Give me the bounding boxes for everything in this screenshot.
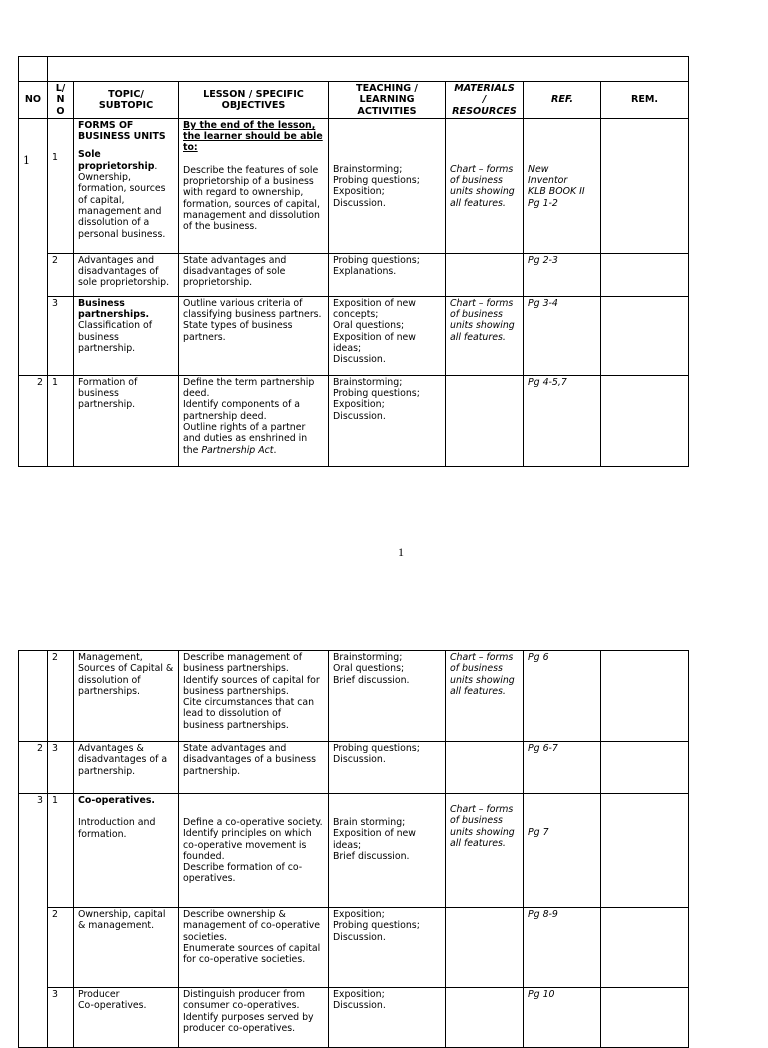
objectives-cell: [179, 988, 329, 1048]
activity-item: Probing questions;: [333, 254, 420, 266]
activity-item: Exposition;: [333, 909, 385, 920]
ref-cell: Pg 2-3: [524, 253, 601, 296]
activities-cell: [329, 253, 446, 296]
objective-text: Enumerate sources of capital for co-operative societies.: [183, 942, 321, 966]
activity-item: Exposition;: [333, 989, 385, 1000]
objective-text: State types of business partners.: [183, 320, 293, 343]
remarks-cell: [601, 651, 689, 742]
materials-cell: Chart – forms of business units showing all features.: [446, 118, 524, 253]
activity-item: Exposition;: [333, 399, 385, 411]
subtopic-text: Ownership, formation, sources of capital, management and dissolution of a personal business.: [78, 172, 166, 240]
activity-item: Discussion.: [333, 197, 386, 209]
subtopic-title: Sole proprietorship: [78, 149, 155, 172]
objective-text: Outline rights of a partner and duties as enshrined in the: [183, 422, 308, 456]
table-row: [19, 296, 689, 375]
lesson-number: 2: [48, 651, 74, 742]
objectives-cell: [179, 375, 329, 466]
header-rem: REM.: [601, 82, 689, 119]
table-row: [19, 742, 689, 794]
activities-cell: [329, 742, 446, 794]
activities-cell: [329, 794, 446, 908]
lesson-number: 2: [48, 908, 74, 988]
materials-cell: Chart – forms of business units showing all features.: [446, 794, 524, 908]
materials-cell: [446, 908, 524, 988]
objective-text: Identify purposes served by producer co-operatives.: [183, 1011, 314, 1034]
remarks-cell: [601, 253, 689, 296]
activity-item: Probing questions;: [333, 920, 420, 932]
activity-item: Explanations.: [333, 266, 397, 278]
objective-text: Identify sources of capital for business partnerships.: [183, 674, 320, 697]
table-row: [19, 908, 689, 988]
topic-cell: [74, 118, 179, 253]
materials-cell: [446, 375, 524, 466]
activity-item: Exposition;: [333, 186, 385, 198]
ref-line: Pg 1-2: [528, 197, 558, 209]
materials-cell: Chart – forms of business units showing all features.: [446, 651, 524, 742]
ref-cell: Pg 7: [524, 794, 601, 908]
objective-text: Define the term partnership deed.: [183, 376, 315, 400]
activity-item: Brainstorming;: [333, 652, 403, 663]
topic-cell: [74, 296, 179, 375]
activities-cell: [329, 296, 446, 375]
materials-cell: [446, 988, 524, 1048]
topic-heading: FORMS OF BUSINESS UNITS: [78, 119, 166, 143]
activity-item: Brief discussion.: [333, 674, 410, 686]
activity-item: Brainstorming;: [333, 376, 403, 388]
activity-item: Oral questions;: [333, 320, 405, 332]
objectives-cell: [179, 651, 329, 742]
header-activities-line: LEARNING: [359, 94, 415, 106]
table-title-row: [19, 57, 689, 82]
activities-cell: [329, 908, 446, 988]
activity-item: Discussion.: [333, 1000, 386, 1012]
remarks-cell: [601, 988, 689, 1048]
objective-suffix: .: [273, 444, 277, 456]
activity-item: Discussion.: [333, 754, 386, 766]
ref-cell: Pg 8-9: [524, 908, 601, 988]
header-objectives: [179, 82, 329, 119]
header-materials-line: RESOURCES: [452, 105, 517, 117]
scheme-of-work-table-page2: [18, 650, 689, 1048]
activity-item: Brief discussion.: [333, 850, 410, 862]
header-lno-line: N: [56, 94, 65, 106]
activity-item: Discussion.: [333, 354, 386, 366]
remarks-cell: [601, 742, 689, 794]
act-name: Partnership Act: [201, 444, 274, 456]
header-activities: [329, 82, 446, 119]
activities-cell: [329, 988, 446, 1048]
table-row: [19, 988, 689, 1048]
lesson-number: 3: [48, 296, 74, 375]
activity-item: Brainstorming;: [333, 163, 403, 175]
remarks-cell: [601, 908, 689, 988]
topic-line: Producer: [78, 989, 120, 1000]
table-row: [19, 651, 689, 742]
header-objectives-line: LESSON / SPECIFIC: [203, 88, 304, 100]
subtopic-title: Business partnerships.: [78, 297, 150, 321]
topic-cell: Formation of business partnership.: [74, 375, 179, 466]
activity-item: Oral questions;: [333, 663, 405, 675]
topic-cell: Management, Sources of Capital & dissolution of partnerships.: [74, 651, 179, 742]
page-number: 1: [398, 545, 404, 559]
objective-text: Describe management of business partnerships.: [183, 652, 303, 675]
remarks-cell: [601, 296, 689, 375]
blank-cell: [19, 57, 48, 82]
header-activities-line: ACTIVITIES: [357, 105, 417, 117]
lesson-number: 1: [48, 375, 74, 466]
topic-cell: Ownership, capital & management.: [74, 908, 179, 988]
objective-text: Describe ownership & management of co-operative societies.: [183, 909, 321, 943]
objective-text: Define a co-operative society.: [183, 817, 323, 828]
header-materials-line: MATERIALS: [454, 83, 515, 94]
ref-cell: Pg 6: [524, 651, 601, 742]
materials-cell: [446, 742, 524, 794]
objectives-cell: State advantages and disadvantages of a business partnership.: [179, 742, 329, 794]
header-ref: REF.: [524, 82, 601, 119]
header-topic-line: SUBTOPIC: [98, 99, 154, 111]
materials-cell: [446, 253, 524, 296]
objectives-cell: [179, 118, 329, 253]
subtopic-title: Co-operatives.: [78, 795, 155, 806]
objectives-heading: By the end of the lesson, the learner should be able to:: [183, 119, 323, 154]
header-materials: [446, 82, 524, 119]
header-objectives-line: OBJECTIVES: [221, 99, 286, 111]
activity-item: Exposition of new concepts;: [333, 297, 416, 321]
topic-cell: [74, 794, 179, 908]
lesson-number: 3: [48, 742, 74, 794]
ref-cell: Pg 3-4: [524, 296, 601, 375]
objective-text: Identify components of a partnership deed.: [183, 399, 301, 422]
activity-item: Exposition of new ideas;: [333, 331, 416, 355]
subtopic-title-suffix: .: [154, 160, 158, 172]
lesson-number: 3: [48, 988, 74, 1048]
week-number: 1: [19, 118, 48, 375]
activity-item: Discussion.: [333, 410, 386, 422]
objective-text: Describe formation of co-operatives.: [183, 862, 303, 885]
remarks-cell: [601, 375, 689, 466]
header-lno-line: O: [56, 105, 65, 117]
header-lno-line: L/: [55, 83, 66, 94]
materials-cell: Chart – forms of business units showing all features.: [446, 296, 524, 375]
title-cell: [48, 57, 689, 82]
objective-text: Distinguish producer from consumer co-operatives.: [183, 989, 306, 1012]
week-number: 3: [19, 794, 48, 1048]
topic-cell: Advantages and disadvantages of sole proprietorship.: [74, 253, 179, 296]
header-row: [19, 82, 689, 119]
ref-line: New: [528, 163, 549, 175]
activity-item: Brain storming;: [333, 817, 406, 828]
topic-cell: Advantages & disadvantages of a partnership.: [74, 742, 179, 794]
activity-item: Probing questions;: [333, 743, 420, 754]
scheme-of-work-table-page1: [18, 56, 689, 467]
remarks-cell: [601, 794, 689, 908]
objective-text: Cite circumstances that can lead to dissolution of business partnerships.: [183, 697, 315, 731]
activity-item: Probing questions;: [333, 175, 420, 187]
week-number: 2: [19, 375, 48, 466]
ref-line: KLB BOOK II: [528, 186, 585, 198]
week-number: 2: [19, 742, 48, 794]
header-topic: [74, 82, 179, 119]
objective-text: Describe the features of sole proprietorship of a business with regard to ownership, formation, sources of capital, management and dissolution of the business.: [183, 164, 320, 233]
header-topic-line: TOPIC/: [108, 88, 144, 100]
objectives-cell: State advantages and disadvantages of sole proprietorship.: [179, 253, 329, 296]
topic-line: Co-operatives.: [78, 1000, 147, 1012]
ref-cell: Pg 4-5,7: [524, 375, 601, 466]
activity-item: Discussion.: [333, 931, 386, 943]
ref-line: Inventor: [528, 175, 568, 187]
subtopic-text: Introduction and formation.: [78, 817, 156, 840]
header-no: NO: [19, 82, 48, 119]
lesson-number: 2: [48, 253, 74, 296]
header-activities-line: TEACHING /: [356, 83, 418, 94]
ref-cell: [524, 118, 601, 253]
header-lesson-no: [48, 82, 74, 119]
activity-item: Probing questions;: [333, 388, 420, 400]
activity-item: Exposition of new ideas;: [333, 828, 416, 851]
lesson-number: 1: [48, 118, 74, 253]
objective-text: Outline various criteria of classifying business partners.: [183, 297, 322, 321]
objectives-cell: [179, 794, 329, 908]
remarks-cell: [601, 118, 689, 253]
objectives-cell: [179, 296, 329, 375]
header-materials-line: /: [482, 94, 487, 106]
table-row: [19, 118, 689, 253]
ref-cell: Pg 6-7: [524, 742, 601, 794]
activities-cell: [329, 651, 446, 742]
topic-cell: [74, 988, 179, 1048]
table-row: [19, 253, 689, 296]
table-row: [19, 794, 689, 908]
lesson-number: 1: [48, 794, 74, 908]
subtopic-text: Classification of business partnership.: [78, 320, 153, 355]
activities-cell: [329, 118, 446, 253]
week-number: [19, 651, 48, 742]
activities-cell: [329, 375, 446, 466]
table-row: [19, 375, 689, 466]
objective-text: Identify principles on which co-operative movement is founded.: [183, 828, 312, 862]
ref-cell: Pg 10: [524, 988, 601, 1048]
objectives-cell: [179, 908, 329, 988]
